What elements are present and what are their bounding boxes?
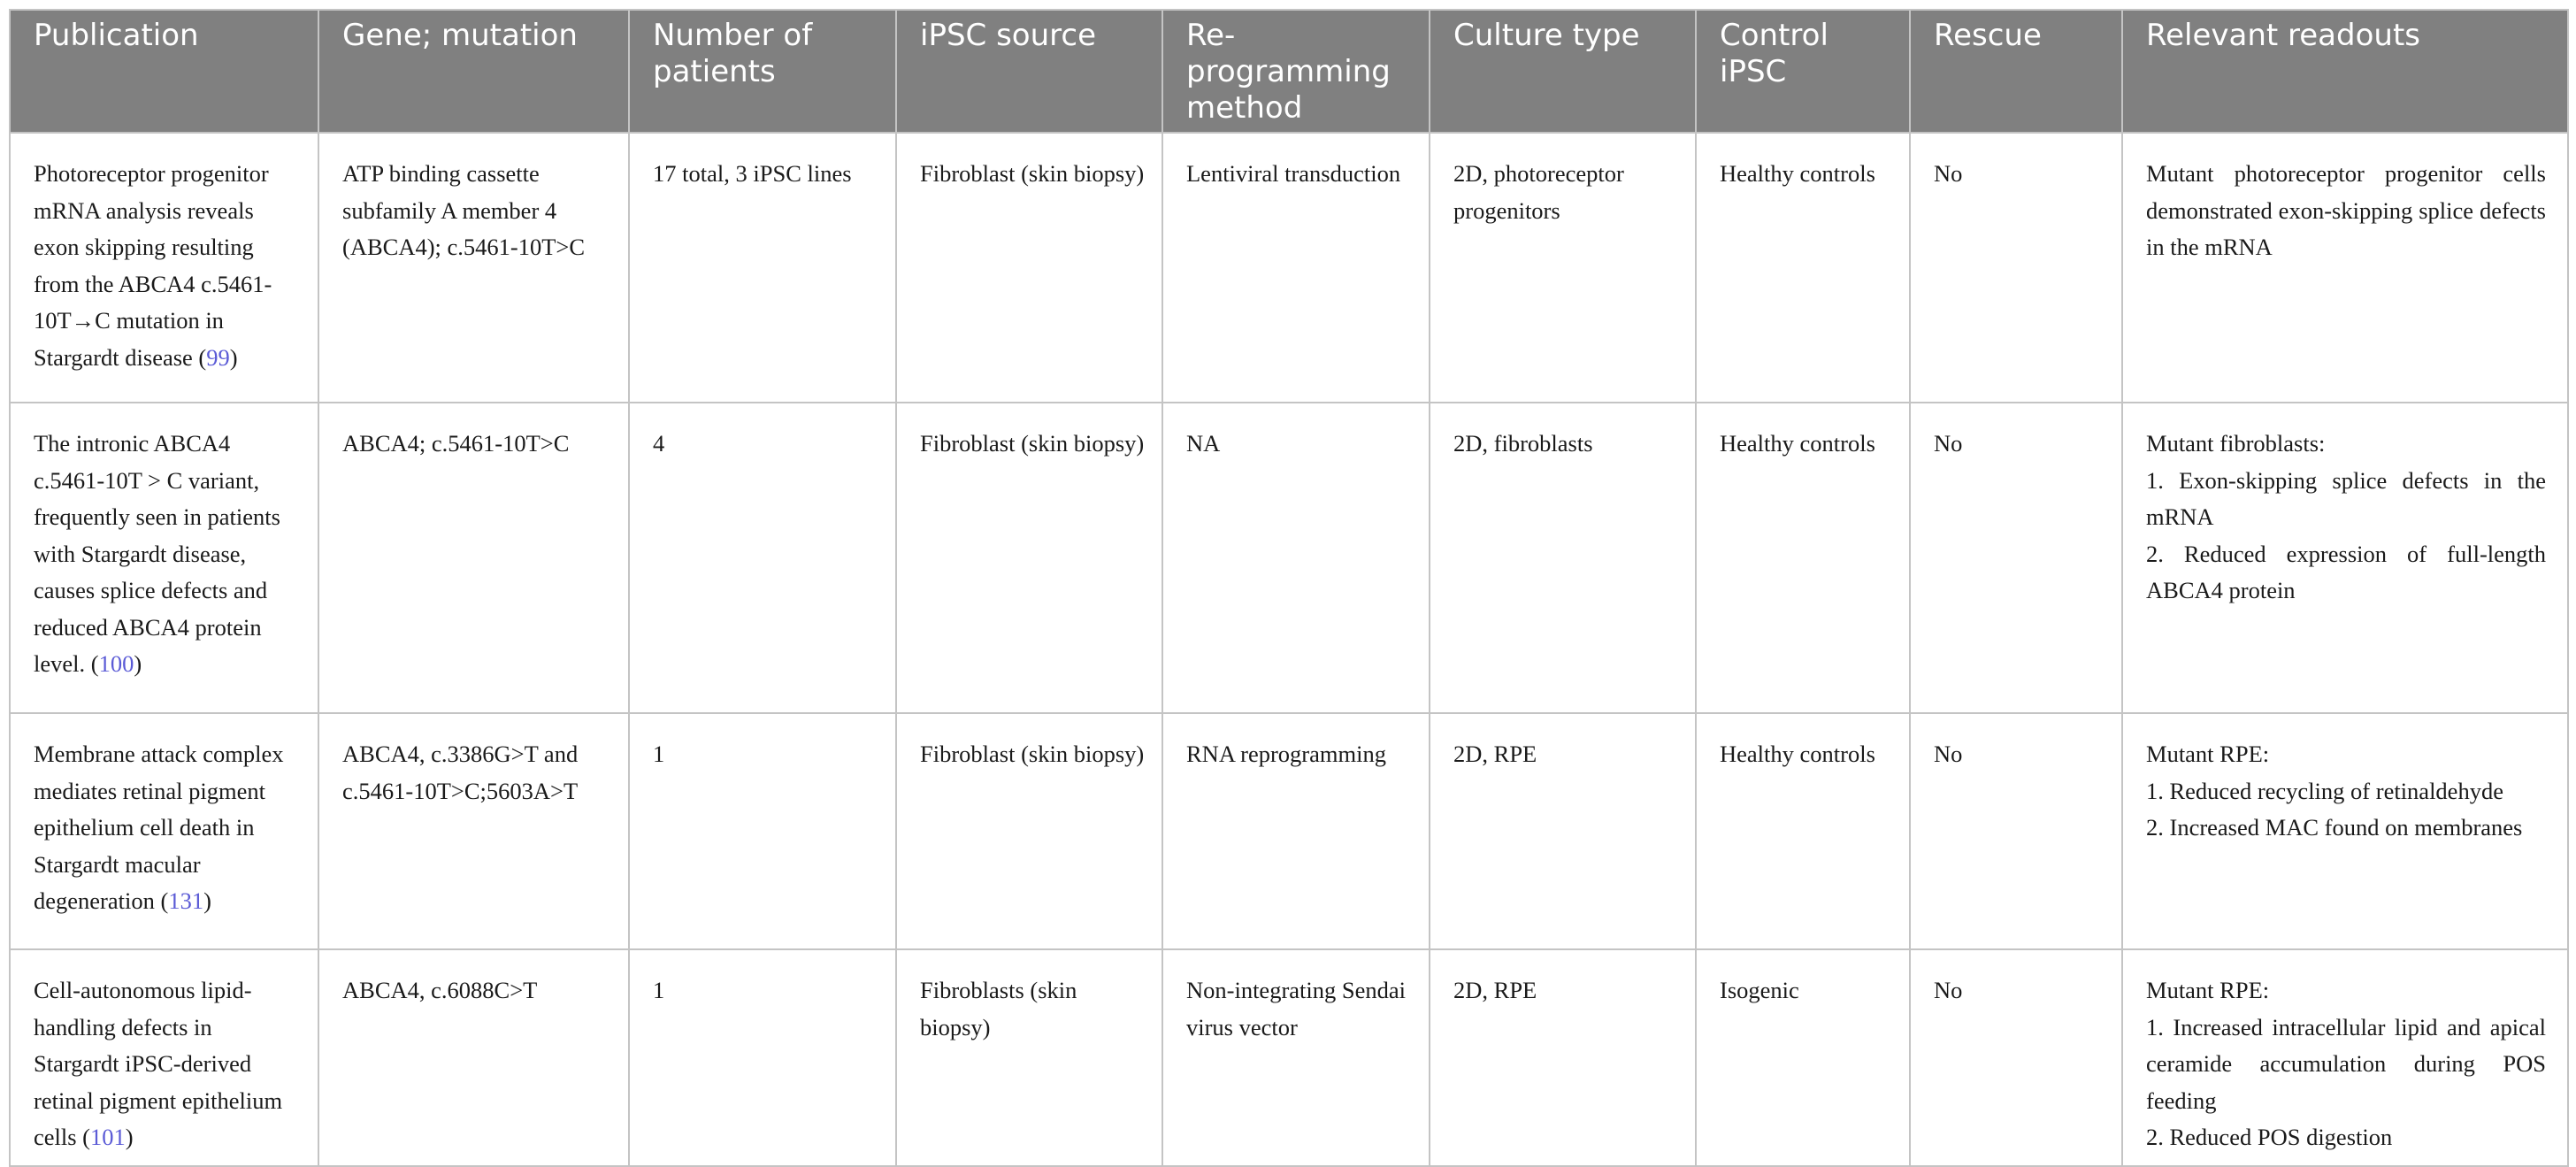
patients-cell: 4 [629,403,896,713]
publication-title: Cell-autonomous lipid-handling defects in Stargardt iPSC-derived retinal pigment epithelium cells ( [34,977,283,1150]
reprogramming-method-cell: NA [1162,403,1430,713]
readout-line: 1. Increased intracellular lipid and apical ceramide accumulation during POS feeding [2146,1013,2546,1114]
table-row [10,403,2568,713]
header-culture-type: Culture type [1430,10,1696,133]
publication-cell: Cell-autonomous lipid-handling defects in Stargardt iPSC-derived retinal pigment epithelium cells (101) [10,949,318,1166]
header-control-ipsc: Control iPSC [1696,10,1910,133]
readout-line: 2. Increased MAC found on membranes [2146,814,2523,841]
readout-line: Mutant fibroblasts: [2146,430,2326,457]
gene-mutation-cell: ABCA4, c.6088C>T [318,949,629,1166]
header-gene-mutation: Gene; mutation [318,10,629,133]
gene-mutation-cell: ATP binding cassette subfamily A member 4 (ABCA4); c.5461-10T>C [318,133,629,403]
readouts-cell [2122,403,2568,713]
readout-line: 1. Exon-skipping splice defects in the mRNA [2146,466,2546,530]
readouts-cell [2122,949,2568,1166]
reference-link[interactable]: 101 [90,1124,126,1150]
ipsc-source-cell: Fibroblast (skin biopsy) [896,713,1162,949]
readout-line: 2. Reduced expression of full-length ABCA4 protein [2146,540,2546,603]
header-rescue: Rescue [1910,10,2122,133]
rescue-cell: No [1910,713,2122,949]
publication-title: Photoreceptor progenitor mRNA analysis reveals exon skipping resulting from the ABCA4 c.5461-10T→C mutation in Stargardt disease ( [34,160,272,371]
header-relevant-readouts: Relevant readouts [2122,10,2568,133]
reference-link[interactable]: 131 [168,887,204,914]
table-row [10,133,2568,403]
readout-line: 2. Reduced POS digestion [2146,1124,2393,1150]
ipsc-source-cell: Fibroblast (skin biopsy) [896,133,1162,403]
reprogramming-method-cell: RNA reprogramming [1162,713,1430,949]
publication-title: The intronic ABCA4 c.5461-10T > C variant, frequently seen in patients with Stargardt disease, causes splice defects and reduced ABCA4 protein level. ( [34,430,280,677]
publication-cell: The intronic ABCA4 c.5461-10T > C variant, frequently seen in patients with Stargardt disease, causes splice defects and reduced ABCA4 protein level. (100) [10,403,318,713]
rescue-cell: No [1910,949,2122,1166]
culture-type-cell: 2D, RPE [1430,949,1696,1166]
patients-cell: 17 total, 3 iPSC lines [629,133,896,403]
ipsc-source-cell: Fibroblast (skin biopsy) [896,403,1162,713]
control-ipsc-cell: Isogenic [1696,949,1910,1166]
header-reprogramming-method: Re-programming method [1162,10,1430,133]
publication-title: Membrane attack complex mediates retinal pigment epithelium cell death in Stargardt macular degeneration ( [34,741,284,914]
culture-type-cell: 2D, fibroblasts [1430,403,1696,713]
reference-link[interactable]: 99 [206,343,230,371]
publication-cell: Membrane attack complex mediates retinal pigment epithelium cell death in Stargardt macular degeneration (131) [10,713,318,949]
readout-line: Mutant photoreceptor progenitor cells demonstrated exon-skipping splice defects in the mRNA [2146,160,2546,260]
ipsc-source-cell: Fibroblasts (skin biopsy) [896,949,1162,1166]
readout-line: 1. Reduced recycling of retinaldehyde [2146,777,2503,804]
readout-line: Mutant RPE: [2146,741,2270,767]
control-ipsc-cell: Healthy controls [1696,403,1910,713]
patients-cell: 1 [629,949,896,1166]
table-row [10,713,2568,949]
readout-line: Mutant RPE: [2146,977,2270,1003]
readouts-cell [2122,713,2568,949]
reference-link[interactable]: 100 [98,650,134,677]
reprogramming-method-cell: Non-integrating Sendai virus vector [1162,949,1430,1166]
gene-mutation-cell: ABCA4, c.3386G>T and c.5461-10T>C;5603A>T [318,713,629,949]
culture-type-cell: 2D, RPE [1430,713,1696,949]
reprogramming-method-cell: Lentiviral transduction [1162,133,1430,403]
readouts-cell [2122,133,2568,403]
gene-mutation-cell: ABCA4; c.5461-10T>C [318,403,629,713]
table-row [10,949,2568,1166]
header-publication: Publication [10,10,318,133]
culture-type-cell: 2D, photoreceptor progenitors [1430,133,1696,403]
rescue-cell: No [1910,403,2122,713]
patients-cell: 1 [629,713,896,949]
rescue-cell: No [1910,133,2122,403]
header-number-of-patients: Number of patients [629,10,896,133]
control-ipsc-cell: Healthy controls [1696,133,1910,403]
publications-table [9,9,2569,1167]
control-ipsc-cell: Healthy controls [1696,713,1910,949]
publication-cell: Photoreceptor progenitor mRNA analysis reveals exon skipping resulting from the ABCA4 c.5461-10T→C mutation in Stargardt disease (99) [10,133,318,403]
header-ipsc-source: iPSC source [896,10,1162,133]
header-row [10,10,2568,133]
